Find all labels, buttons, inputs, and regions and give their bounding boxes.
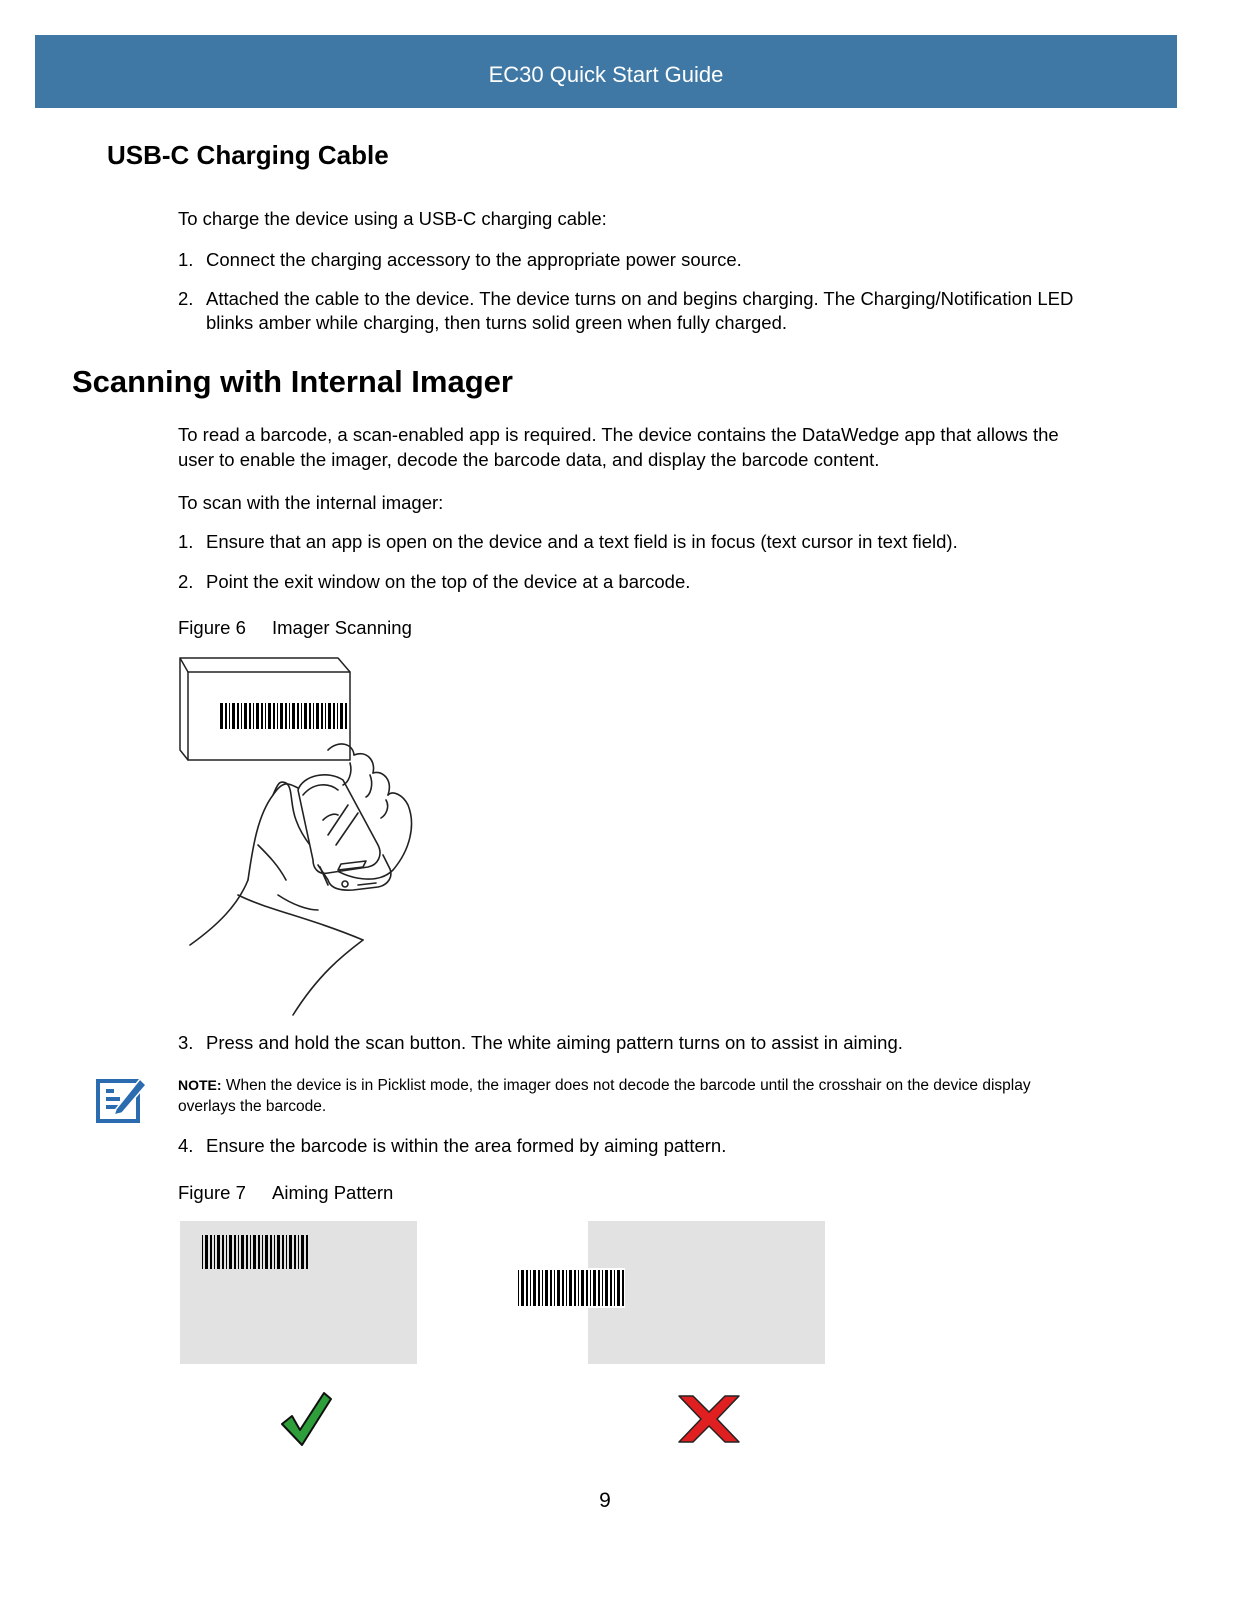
- barcode-bar: [277, 703, 278, 729]
- barcode-bar: [530, 1270, 531, 1306]
- barcode-bar: [246, 1235, 248, 1269]
- barcode-bar: [301, 1235, 304, 1269]
- barcode-bar: [217, 1235, 220, 1269]
- header-banner: [35, 35, 1177, 108]
- barcode-bar: [550, 1270, 552, 1306]
- barcode-bar: [202, 1235, 203, 1269]
- checkmark-icon: [278, 1390, 334, 1448]
- barcode-bar: [569, 1270, 572, 1306]
- barcode-bar: [614, 1270, 615, 1306]
- barcode-bar: [253, 1235, 256, 1269]
- scan-step-2-text: Point the exit window on the top of the device at a barcode.: [206, 571, 691, 592]
- scan-para2: To scan with the internal imager:: [178, 492, 444, 513]
- barcode-bar: [292, 703, 295, 729]
- note-text-line2: overlays the barcode.: [178, 1098, 327, 1115]
- barcode-bar: [249, 703, 251, 729]
- imager-scanning-illustration: [178, 655, 423, 1020]
- cross-icon: [675, 1392, 743, 1446]
- barcode-bar: [210, 1235, 212, 1269]
- barcode-bar: [598, 1270, 600, 1306]
- usb-step-1-number: 1.: [178, 249, 194, 270]
- figure6-number: Figure 6: [178, 617, 246, 638]
- barcode-bar: [521, 1270, 524, 1306]
- figure7-number: Figure 7: [178, 1182, 246, 1203]
- note-text-line1: When the device is in Picklist mode, the imager does not decode the barcode until the crosshair on the device display: [225, 1077, 1031, 1094]
- barcode-bar: [225, 703, 227, 729]
- barcode-bar: [285, 703, 287, 729]
- barcode-bar: [562, 1270, 564, 1306]
- scan-step-3-text: Press and hold the scan button. The white aiming pattern turns on to assist in aiming.: [206, 1032, 903, 1053]
- barcode-bar: [518, 1270, 519, 1306]
- barcode-bar: [316, 703, 319, 729]
- barcode-bar: [241, 1235, 244, 1269]
- barcode-bar: [622, 1270, 624, 1306]
- barcode-bar: [538, 1270, 540, 1306]
- figure7-caption: Aiming Pattern: [272, 1182, 394, 1203]
- barcode-bar: [253, 703, 254, 729]
- barcode-bar: [321, 703, 323, 729]
- document-title: EC30 Quick Start Guide: [488, 62, 724, 87]
- barcode-bar: [602, 1270, 603, 1306]
- barcode-bar: [328, 703, 331, 729]
- barcode-bar: [261, 703, 263, 729]
- barcode-bar: [258, 1235, 260, 1269]
- barcode-bar: [280, 703, 283, 729]
- barcode-incorrect: [515, 1268, 625, 1308]
- barcode-bar: [214, 1235, 215, 1269]
- barcode-bar: [306, 1235, 308, 1269]
- figure6-caption: Imager Scanning: [272, 617, 412, 638]
- barcode-bar: [526, 1270, 528, 1306]
- barcode-bar: [333, 703, 335, 729]
- barcode-bar: [226, 1235, 227, 1269]
- barcode-bar: [282, 1235, 284, 1269]
- barcode-bar: [340, 703, 343, 729]
- barcode-bar: [566, 1270, 567, 1306]
- barcode-bar: [220, 703, 223, 729]
- barcode-bar: [277, 1235, 280, 1269]
- scan-step-2-number: 2.: [178, 571, 194, 592]
- usb-intro: To charge the device using a USB-C charging cable:: [178, 208, 607, 229]
- barcode-bar: [244, 703, 247, 729]
- barcode-bar: [557, 1270, 560, 1306]
- barcode-bar: [309, 703, 311, 729]
- barcode-bar: [578, 1270, 579, 1306]
- barcode-bar: [265, 703, 266, 729]
- barcode-correct: [200, 1233, 310, 1271]
- page-number: 9: [599, 1489, 611, 1512]
- barcode-bar: [610, 1270, 612, 1306]
- barcode-bar: [298, 1235, 299, 1269]
- barcode-bar: [222, 1235, 224, 1269]
- barcode-bar: [262, 1235, 263, 1269]
- barcode-bar: [238, 1235, 239, 1269]
- barcode-bar: [345, 703, 347, 729]
- barcode-bar: [229, 1235, 232, 1269]
- barcode-bar: [605, 1270, 608, 1306]
- barcode-bar: [274, 1235, 275, 1269]
- barcode-bar: [256, 703, 259, 729]
- barcode-bar: [229, 703, 230, 729]
- barcode-bar: [617, 1270, 620, 1306]
- barcode-bar: [241, 703, 242, 729]
- barcode-bar: [586, 1270, 588, 1306]
- barcode-bar: [205, 1235, 208, 1269]
- scan-step-3-number: 3.: [178, 1032, 194, 1053]
- barcode-bar: [297, 703, 299, 729]
- barcode-bar: [234, 1235, 236, 1269]
- scan-step-1-number: 1.: [178, 531, 194, 552]
- barcode-bar: [273, 703, 275, 729]
- scan-para1-line2: user to enable the imager, decode the barcode data, and display the barcode content.: [178, 449, 880, 470]
- scan-step-4-text: Ensure the barcode is within the area formed by aiming pattern.: [206, 1135, 727, 1156]
- scan-step-1-text: Ensure that an app is open on the device and a text field is in focus (text cursor in text field).: [206, 531, 958, 552]
- barcode-bar: [542, 1270, 543, 1306]
- barcode-bar: [545, 1270, 548, 1306]
- barcode-bar: [554, 1270, 555, 1306]
- barcode-bar: [337, 703, 338, 729]
- scan-step-4-number: 4.: [178, 1135, 194, 1156]
- note-pencil-icon: [96, 1073, 148, 1125]
- barcode-bar: [268, 703, 271, 729]
- barcode-bar: [325, 703, 326, 729]
- usb-section-heading: USB-C Charging Cable: [107, 140, 389, 170]
- note-line1: [178, 1075, 1168, 1096]
- barcode-bar: [289, 1235, 292, 1269]
- usb-step-1-text: Connect the charging accessory to the appropriate power source.: [206, 249, 742, 270]
- scan-para1-line1: To read a barcode, a scan-enabled app is required. The device contains the DataWedge app that allows the: [178, 424, 1059, 445]
- barcode-bar: [232, 703, 235, 729]
- usb-step-2-text-line1: Attached the cable to the device. The device turns on and begins charging. The Charging/Notification LED: [206, 288, 1074, 309]
- barcode-bar: [574, 1270, 576, 1306]
- barcode-bar: [294, 1235, 296, 1269]
- barcode-bar: [533, 1270, 536, 1306]
- usb-step-2-number: 2.: [178, 288, 194, 309]
- barcode-bar: [304, 703, 307, 729]
- barcode-bar: [250, 1235, 251, 1269]
- barcode-bar: [286, 1235, 287, 1269]
- scan-section-heading: Scanning with Internal Imager: [72, 364, 513, 399]
- barcode-bar: [265, 1235, 268, 1269]
- usb-step-2-text-line2: blinks amber while charging, then turns solid green when fully charged.: [206, 312, 788, 333]
- barcode-bar: [581, 1270, 584, 1306]
- barcode-bar: [237, 703, 239, 729]
- barcode-bar: [313, 703, 314, 729]
- barcode-bar: [270, 1235, 272, 1269]
- note-label: NOTE:: [178, 1077, 222, 1093]
- barcode-bar: [301, 703, 302, 729]
- barcode-bar: [289, 703, 290, 729]
- barcode-bar: [590, 1270, 591, 1306]
- barcode-bar: [593, 1270, 596, 1306]
